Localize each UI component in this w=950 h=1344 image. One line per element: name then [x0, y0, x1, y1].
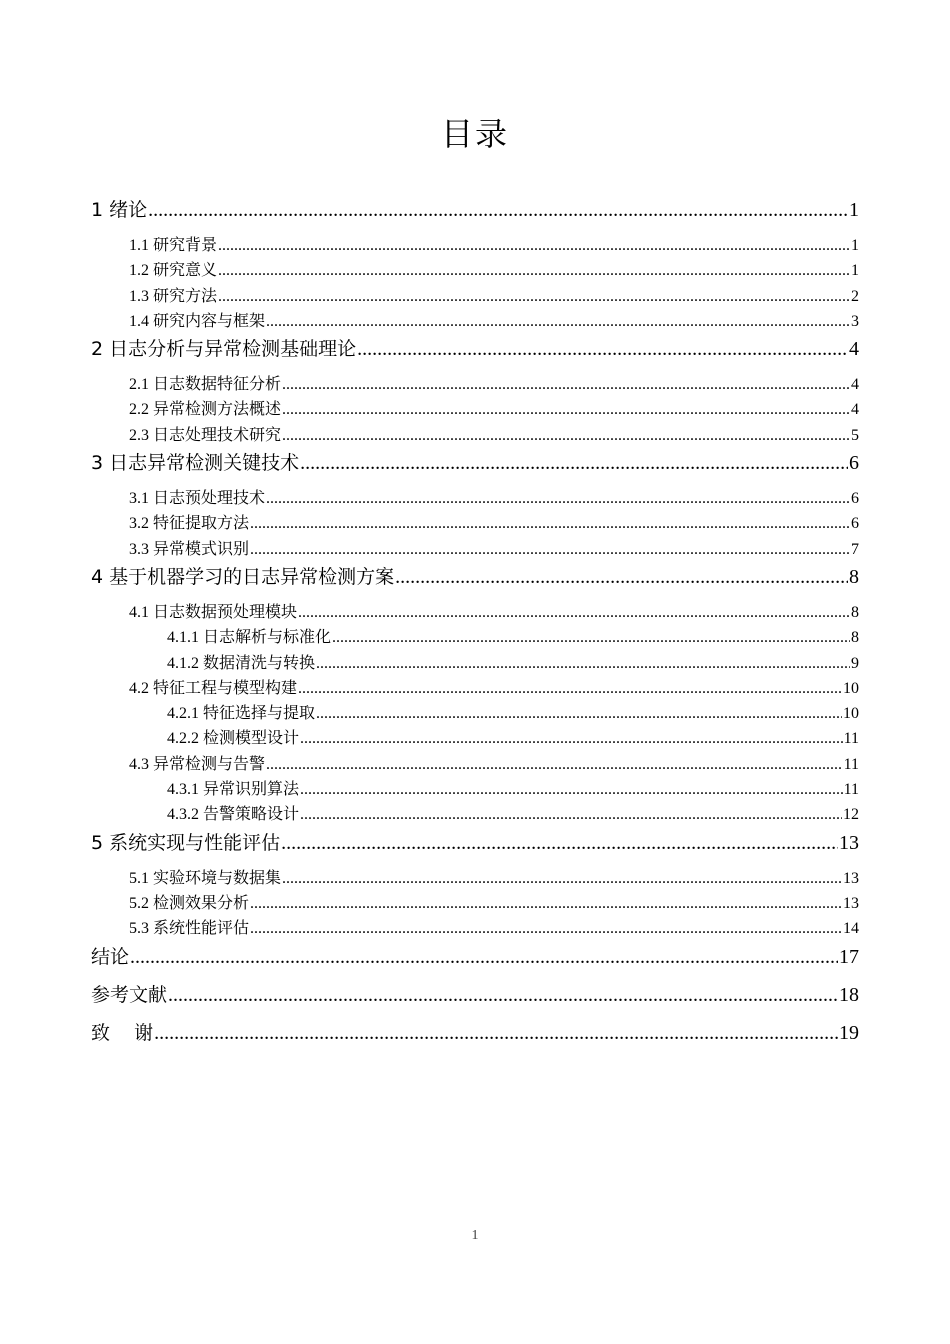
toc-entry-level-1[interactable]	[91, 334, 859, 372]
toc-entry-page: 6	[849, 452, 859, 475]
toc-entry-label: 4 基于机器学习的日志异常检测方案	[91, 565, 395, 588]
toc-entry-level-1[interactable]	[91, 562, 859, 600]
toc-entry-label: 4.2 特征工程与模型构建	[129, 679, 298, 697]
toc-entry-page: 1	[851, 262, 859, 280]
toc-entry-label: 3.3 异常模式识别	[129, 540, 250, 558]
toc-entry-page: 1	[851, 237, 859, 254]
toc-entry-page: 13	[843, 869, 859, 887]
toc-entry-label: 2.1 日志数据特征分析	[129, 376, 282, 394]
toc-entry-level-2[interactable]	[91, 511, 859, 536]
toc-leader-dots	[148, 195, 848, 225]
toc-entry-page: 5	[851, 426, 859, 444]
toc-leader-dots	[218, 233, 850, 258]
toc-entry-level-2[interactable]	[91, 423, 859, 448]
toc-entry-page: 11	[843, 781, 859, 799]
toc-entry-level-1[interactable]	[91, 195, 859, 233]
toc-leader-dots	[281, 828, 838, 858]
toc-entry-page: 19	[839, 1021, 859, 1044]
toc-entry-label: 5.1 实验环境与数据集	[129, 869, 282, 887]
toc-entry-label: 4.3.2 告警策略设计	[167, 806, 300, 824]
toc-entry-level-2[interactable]	[91, 233, 859, 258]
toc-entry-level-2[interactable]	[91, 397, 859, 422]
toc-entry-level-2[interactable]	[91, 676, 859, 701]
toc-entry-label: 2 日志分析与异常检测基础理论	[91, 338, 357, 361]
toc-entry-level-3[interactable]	[91, 726, 859, 751]
toc-entry-level-2[interactable]	[91, 916, 859, 941]
toc-entry-page: 3	[851, 312, 859, 330]
toc-entry-level-3[interactable]	[91, 701, 859, 726]
toc-entry-level-3[interactable]	[91, 802, 859, 827]
toc-leader-dots	[154, 1018, 838, 1048]
toc-leader-dots	[282, 423, 850, 448]
toc-entry-page: 6	[851, 490, 859, 508]
toc-entry-page: 2	[851, 287, 859, 305]
toc-entry-page: 1	[849, 199, 859, 221]
toc-entry-page: 6	[851, 515, 859, 533]
toc-leader-dots	[218, 284, 850, 309]
toc-entry-page: 13	[839, 831, 859, 854]
toc-entry-label: 3.1 日志预处理技术	[129, 490, 266, 508]
toc-entry-label: 4.2.1 特征选择与提取	[167, 705, 316, 723]
toc-entry-page: 4	[849, 338, 859, 361]
toc-entry-page: 8	[849, 565, 859, 588]
toc-entry-label: 4.3.1 异常识别算法	[167, 781, 300, 799]
toc-entry-page: 4	[851, 376, 859, 394]
toc-entry-page: 12	[843, 806, 859, 824]
toc-leader-dots	[250, 916, 842, 941]
toc-entry-page: 8	[851, 629, 859, 647]
toc-leader-dots	[168, 980, 838, 1010]
toc-leader-dots	[266, 752, 843, 777]
toc-entry-page: 17	[839, 945, 859, 968]
toc-entry-level-1[interactable]	[91, 448, 859, 486]
toc-entry-label: 1.4 研究内容与框架	[129, 312, 266, 330]
toc-entry-label: 2.2 异常检测方法概述	[129, 401, 282, 419]
toc-entry-label: 5.2 检测效果分析	[129, 894, 250, 912]
toc-entry-level-3[interactable]	[91, 651, 859, 676]
toc-leader-dots	[250, 511, 850, 536]
toc-leader-dots	[300, 802, 842, 827]
toc-entry-label: 4.3 异常检测与告警	[129, 755, 266, 773]
toc-entry-level-1[interactable]	[91, 1018, 859, 1056]
toc-entry-level-2[interactable]	[91, 891, 859, 916]
toc-entry-page: 8	[851, 603, 859, 621]
toc-leader-dots	[316, 701, 842, 726]
toc-leader-dots	[395, 562, 848, 592]
toc-entry-level-2[interactable]	[91, 486, 859, 511]
toc-entry-level-1[interactable]	[91, 828, 859, 866]
toc-entry-label: 5.3 系统性能评估	[129, 920, 250, 938]
toc-entry-level-2[interactable]	[91, 284, 859, 309]
page-number: 1	[471, 1228, 479, 1243]
toc-leader-dots	[332, 625, 850, 650]
toc-entry-label: 4.2.2 检测模型设计	[167, 730, 300, 748]
toc-entry-label: 3.2 特征提取方法	[129, 515, 250, 533]
toc-leader-dots	[130, 942, 838, 972]
toc-leader-dots	[298, 676, 842, 701]
toc-leader-dots	[357, 334, 848, 364]
toc-entry-label: 1.3 研究方法	[129, 287, 218, 305]
toc-entry-level-2[interactable]	[91, 258, 859, 283]
toc-leader-dots	[282, 372, 850, 397]
toc-entry-page: 13	[843, 894, 859, 912]
toc-leader-dots	[298, 600, 850, 625]
toc-entry-label: 5 系统实现与性能评估	[91, 831, 281, 854]
toc-leader-dots	[282, 866, 842, 891]
toc-entry-label: 3 日志异常检测关键技术	[91, 452, 300, 475]
table-of-contents	[91, 195, 859, 1056]
toc-entry-page: 11	[843, 730, 859, 748]
toc-entry-level-3[interactable]	[91, 625, 859, 650]
toc-entry-level-2[interactable]	[91, 537, 859, 562]
toc-entry-page: 14	[843, 920, 859, 938]
toc-entry-page: 9	[851, 654, 859, 672]
toc-entry-label: 1.1 研究背景	[129, 237, 218, 254]
toc-entry-level-2[interactable]	[91, 309, 859, 334]
toc-entry-page: 10	[843, 679, 859, 697]
toc-entry-level-3[interactable]	[91, 777, 859, 802]
toc-entry-label: 参考文献	[91, 983, 168, 1006]
toc-entry-level-1[interactable]	[91, 942, 859, 980]
toc-entry-level-2[interactable]	[91, 372, 859, 397]
toc-entry-label: 4.1.2 数据清洗与转换	[167, 654, 316, 672]
toc-entry-page: 10	[843, 705, 859, 723]
toc-leader-dots	[316, 651, 850, 676]
toc-leader-dots	[300, 448, 848, 478]
toc-entry-label: 4.1.1 日志解析与标准化	[167, 629, 332, 647]
toc-entry-page: 11	[843, 755, 859, 773]
page-title: 目录	[440, 115, 509, 153]
toc-entry-page: 4	[851, 401, 859, 419]
toc-entry-level-2[interactable]	[91, 866, 859, 891]
toc-leader-dots	[250, 537, 850, 562]
toc-leader-dots	[266, 309, 850, 334]
toc-entry-label: 2.3 日志处理技术研究	[129, 426, 282, 444]
toc-entry-label: 致 谢	[91, 1021, 154, 1044]
toc-entry-level-2[interactable]	[91, 752, 859, 777]
toc-leader-dots	[266, 486, 850, 511]
toc-entry-level-1[interactable]	[91, 980, 859, 1018]
toc-entry-page: 18	[839, 983, 859, 1006]
toc-entry-level-2[interactable]	[91, 600, 859, 625]
toc-leader-dots	[300, 726, 843, 751]
toc-leader-dots	[250, 891, 842, 916]
toc-leader-dots	[300, 777, 843, 802]
toc-entry-page: 7	[851, 540, 859, 558]
toc-entry-label: 结论	[91, 945, 130, 968]
toc-entry-label: 1.2 研究意义	[129, 262, 218, 280]
toc-entry-label: 1 绪论	[91, 199, 148, 221]
toc-entry-label: 4.1 日志数据预处理模块	[129, 603, 298, 621]
toc-leader-dots	[282, 397, 850, 422]
toc-leader-dots	[218, 258, 850, 283]
